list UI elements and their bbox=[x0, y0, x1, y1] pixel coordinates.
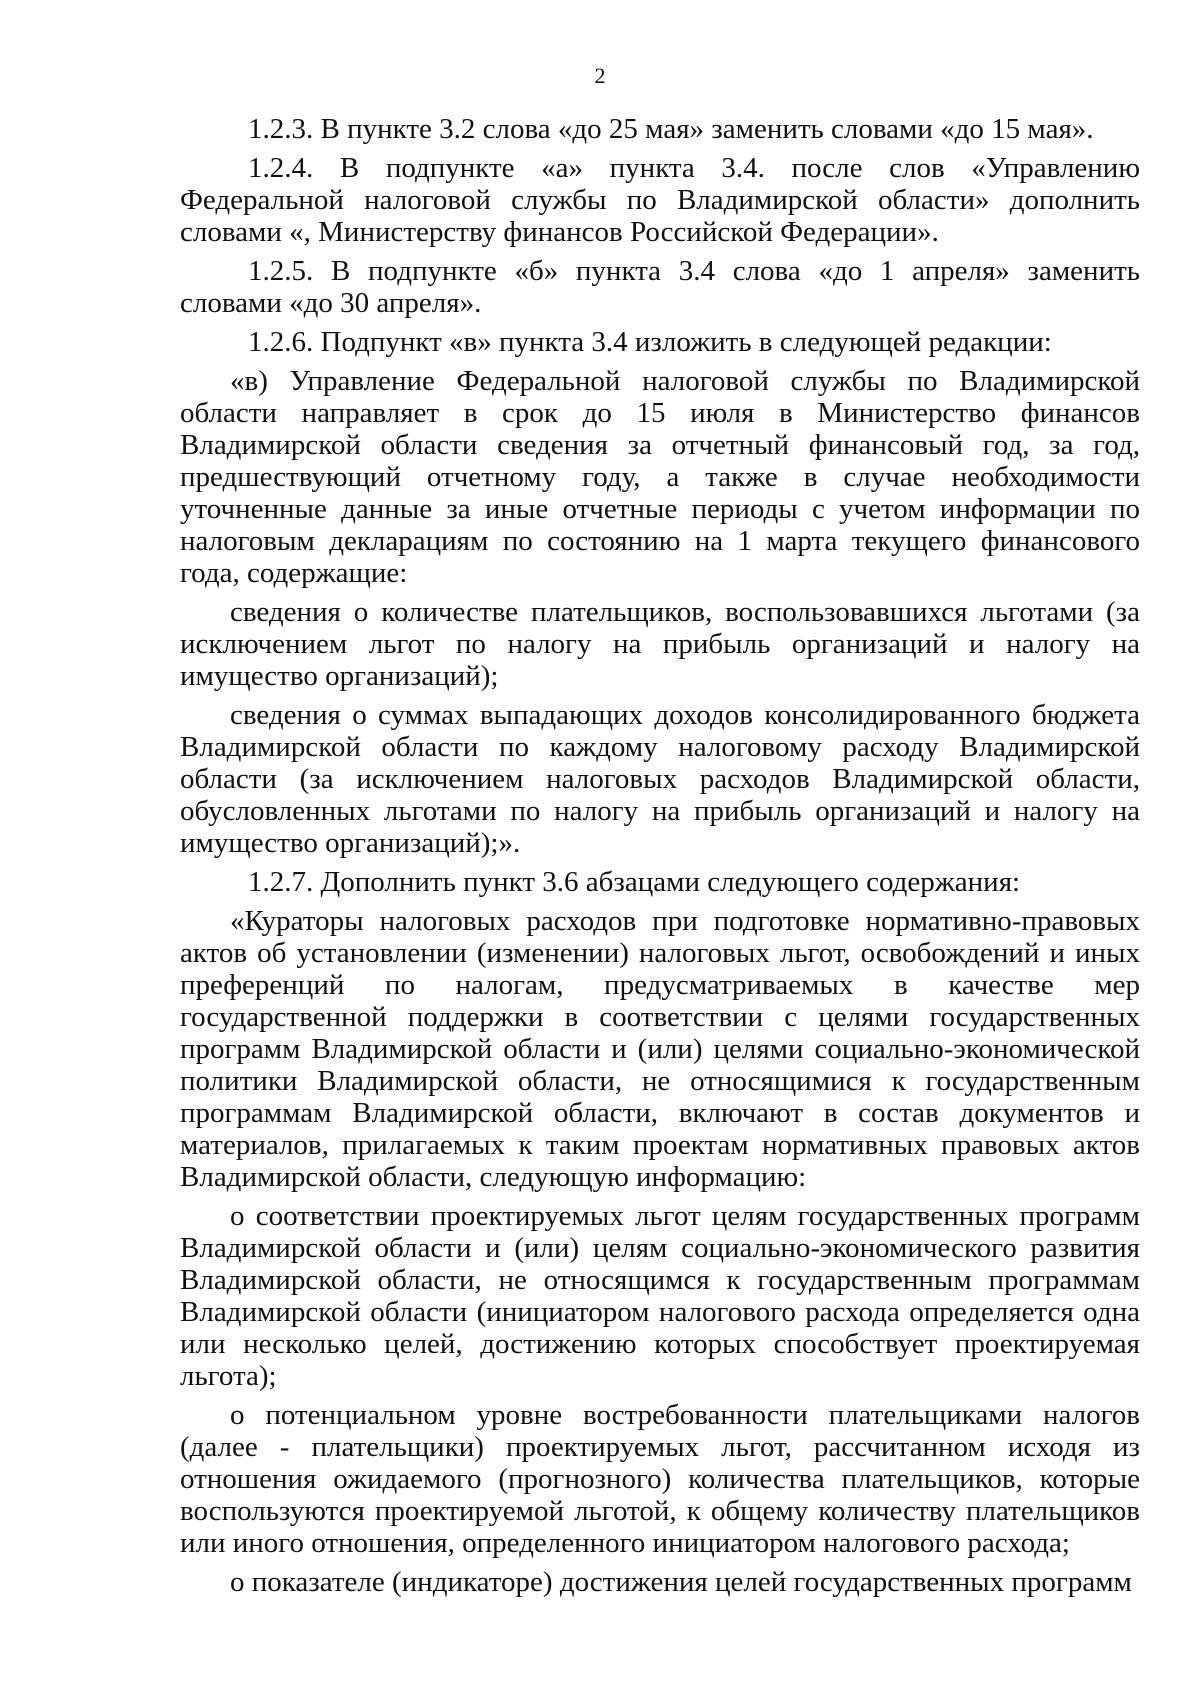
page-number: 2 bbox=[594, 63, 606, 88]
paragraph-subpoint-v: «в) Управление Федеральной налоговой службы по Владимирской области направляет в срок до 15 июля в Министерство финансов Владимирской области сведения за отчетный финансовый год, за год, предшествующий отчетному году, а также в случае необходимости уточненные данные за иные отчетные периоды с учетом информации по налоговым декларациям по состоянию на 1 марта текущего финансового года, содержащие: bbox=[180, 365, 1140, 589]
paragraph-1-2-4: 1.2.4. В подпункте «а» пункта 3.4. после слов «Управлению Федеральной налоговой службы по Владимирской области» дополнить словами «, Министерству финансов Российской Федерации». bbox=[180, 152, 1140, 248]
paragraph-1-2-3: 1.2.3. В пункте 3.2 слова «до 25 мая» заменить словами «до 15 мая». bbox=[248, 113, 1094, 145]
paragraph-demand-level: о потенциальном уровне востребованности плательщиками налогов (далее - плательщики) проектируемых льгот, рассчитанном исходя из отношения ожидаемого (прогнозного) количества плательщиков, которые воспользуются проектируемой льготой, к общему количеству плательщиков или иного отношения, определенного инициатором налогового расхода; bbox=[180, 1399, 1140, 1559]
paragraph-lost-revenue: сведения о суммах выпадающих доходов консолидированного бюджета Владимирской области по каждому налоговому расходу Владимирской области (за исключением налоговых расходов Владимирской области, обусловленных льготами по налогу на прибыль организаций и налогу на имущество организаций);». bbox=[180, 699, 1140, 859]
paragraph-indicator: о показателе (индикаторе) достижения целей государственных программ bbox=[230, 1566, 1132, 1598]
paragraph-curators: «Кураторы налоговых расходов при подготовке нормативно-правовых актов об установлении (изменении) налоговых льгот, освобождений и иных преференций по налогам, предусматриваемых в качестве мер государственной поддержки в соответствии с целями государственных программ Владимирской области и (или) целями социально-экономической политики Владимирской области, не относящимися к государственным программам Владимирской области, включают в состав документов и материалов, прилагаемых к таким проектам нормативных правовых актов Владимирской области, следующую информацию: bbox=[180, 905, 1140, 1193]
paragraph-payers-count: сведения о количестве плательщиков, воспользовавшихся льготами (за исключением льгот по налогу на прибыль организаций и налогу на имущество организаций); bbox=[180, 596, 1140, 692]
paragraph-1-2-6: 1.2.6. Подпункт «в» пункта 3.4 изложить в следующей редакции: bbox=[248, 326, 1052, 358]
paragraph-goals-compliance: о соответствии проектируемых льгот целям государственных программ Владимирской области и (или) целям социально-экономического развития Владимирской области, не относящимся к государственным программам Владимирской области (инициатором налогового расхода определяется одна или несколько целей, достижению которых способствует проектируемая льгота); bbox=[180, 1200, 1140, 1392]
paragraph-1-2-7: 1.2.7. Дополнить пункт 3.6 абзацами следующего содержания: bbox=[248, 866, 1021, 898]
paragraph-1-2-5: 1.2.5. В подпункте «б» пункта 3.4 слова «до 1 апреля» заменить словами «до 30 апреля». bbox=[180, 255, 1140, 319]
document-body bbox=[180, 113, 1140, 1605]
